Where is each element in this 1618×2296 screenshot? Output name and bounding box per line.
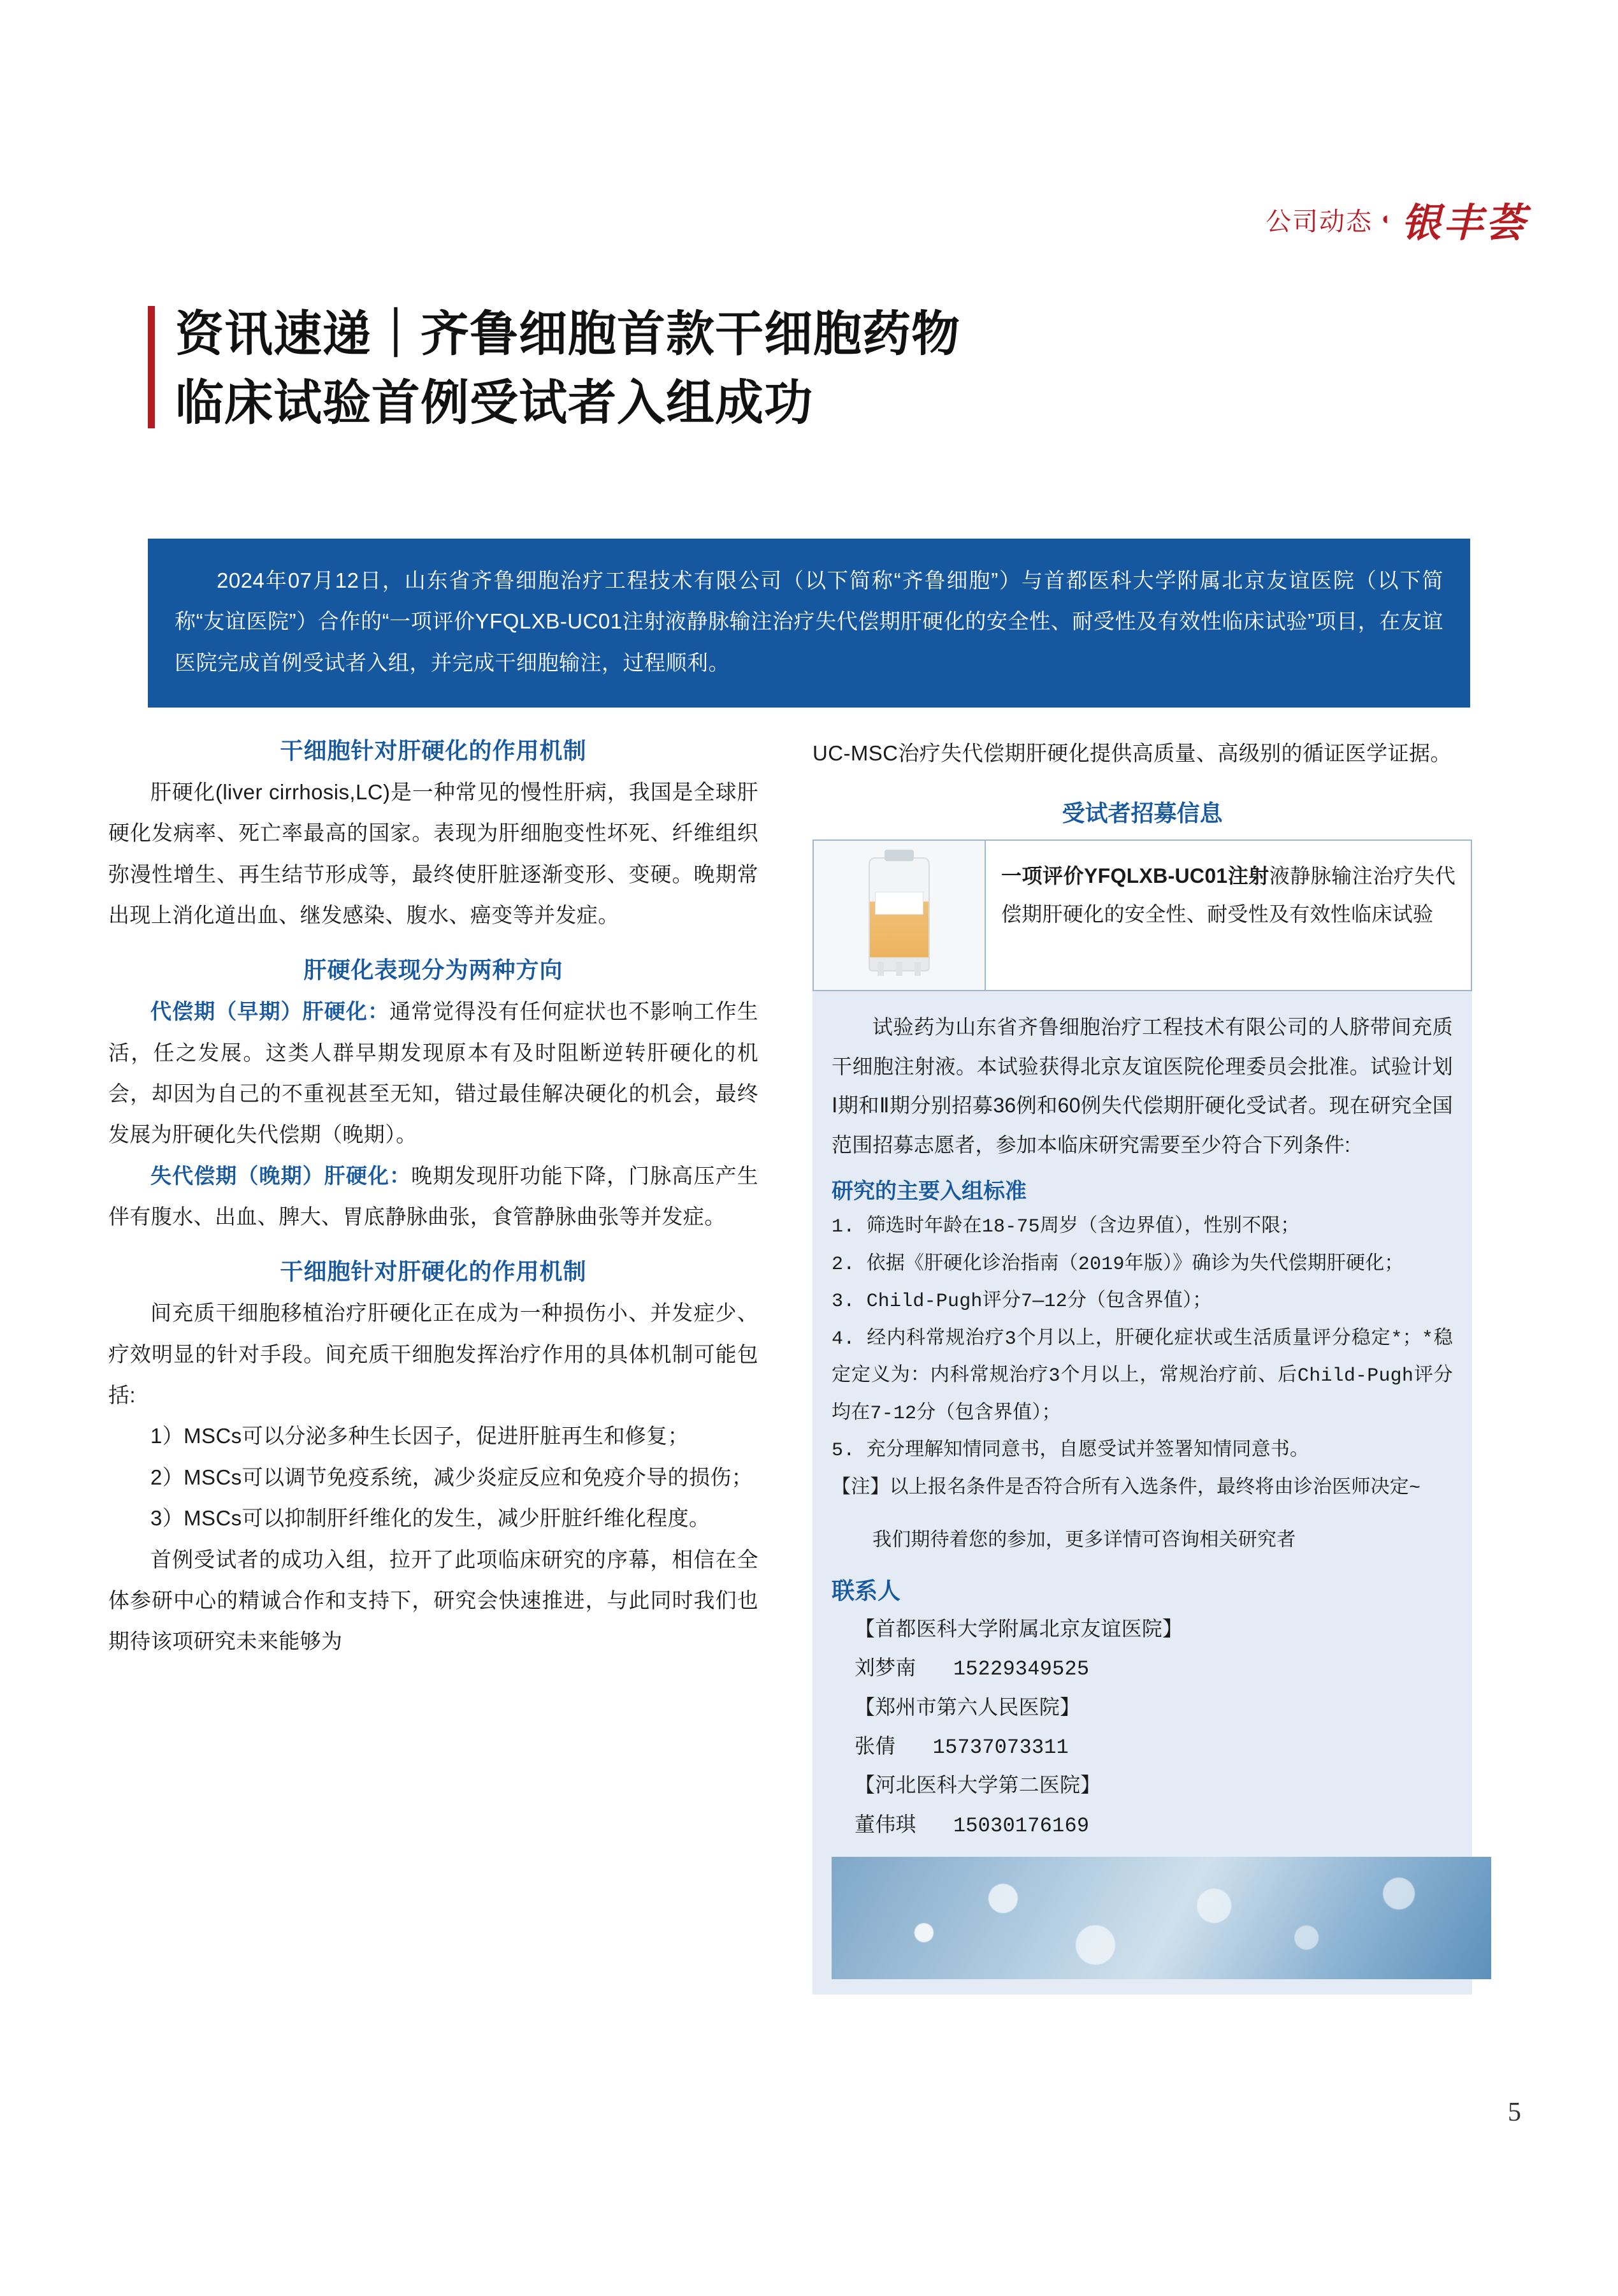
section-heading-mechanism-1: 干细胞针对肝硬化的作用机制 (280, 737, 587, 764)
paragraph-msc-point-2: 2）MSCs可以调节免疫系统，减少炎症反应和免疫介导的损伤； (150, 1465, 753, 1489)
vial-legs-icon (870, 962, 928, 976)
paragraph-invitation: 我们期待着您的参加，更多详情可咨询相关研究者 (872, 1530, 1296, 1553)
criteria-item: 5. 充分理解知情同意书，自愿受试并签署知情同意书。 (832, 1440, 1310, 1462)
header-separator-icon: ◐ (1382, 208, 1392, 228)
page-title-line1: 资讯速递｜齐鲁细胞首款干细胞药物 (175, 305, 960, 362)
vial-label-icon (875, 892, 923, 915)
product-trial-name-rest: 液静脉输注治疗失代偿期肝硬化的安全性、耐受性及有效性临床试验 (1001, 864, 1456, 926)
right-column (813, 733, 1472, 1994)
contact-org: 【河北医科大学第二医院】 (855, 1775, 1101, 1799)
contact-phone: 15030176169 (953, 1813, 1090, 1838)
paragraph-msc-point-3: 3）MSCs可以抑制肝纤维化的发生，减少肝脏纤维化程度。 (150, 1506, 711, 1530)
criteria-item: 4. 经内科常规治疗3个月以上，肝硬化症状或生活质量评分稳定*；*稳定定义为：内科常规治疗3个月以上，常规治疗前、后Child-Pugh评分均在7-12分（包含界值）； (832, 1328, 1453, 1425)
contact-name: 张倩 (855, 1736, 896, 1759)
article-title (148, 300, 1422, 437)
criteria-item: 2. 依据《肝硬化诊治指南（2019年版）》确诊为失代偿期肝硬化； (832, 1253, 1404, 1275)
paragraph-continuation: UC-MSC治疗失代偿期肝硬化提供高质量、高级别的循证医学证据。 (813, 741, 1452, 765)
criteria-item: 3. Child-Pugh评分7—12分（包含界值）； (832, 1291, 1212, 1313)
vial-cap-icon (885, 850, 914, 861)
contact-phone: 15737073311 (932, 1736, 1069, 1759)
contact-person (832, 1806, 1453, 1845)
section-heading-recruitment: 受试者招募信息 (1062, 800, 1223, 827)
paragraph-msc-intro: 间充质干细胞移植治疗肝硬化正在成为一种损伤小、并发症少、疗效明显的针对手段。间充质干细胞发挥治疗作用的具体机制可能包括: (108, 1301, 758, 1407)
product-trial-name (986, 841, 1471, 990)
recruitment-panel (813, 991, 1472, 1994)
label-decompensated: 失代偿期（晚期）肝硬化： (150, 1163, 412, 1188)
brand-logo: 银丰荟 (1401, 202, 1528, 245)
contact-person (832, 1650, 1453, 1689)
heading-contacts: 联系人 (832, 1577, 901, 1604)
text-decompensated: 晚期发现肝功能下降，门脉高压产生伴有腹水、出血、脾大、胃底静脉曲张，食管静脉曲张等并发症。 (108, 1163, 758, 1229)
title-accent-bar (148, 306, 155, 428)
contact-org: 【郑州市第六人民医院】 (855, 1696, 1081, 1720)
paragraph-cirrhosis-intro: 肝硬化(liver cirrhosis,LC)是一种常见的慢性肝病，我国是全球肝硬化发病率、死亡率最高的国家。表现为肝细胞变性坏死、纤维组织弥漫性增生、再生结节形成等，最终使肝脏逐渐变形、变硬。晚期常出现上消化道出血、继发感染、腹水、癌变等并发症。 (108, 780, 758, 927)
criteria-item: 1. 筛选时年龄在18-75周岁（含边界值），性别不限； (832, 1216, 1300, 1239)
contact-name: 刘梦南 (855, 1657, 916, 1682)
section-heading-two-directions: 肝硬化表现分为两种方向 (303, 957, 563, 984)
page-number: 5 (1508, 2098, 1521, 2127)
lead-paragraph-text: 2024年07月12日，山东省齐鲁细胞治疗工程技术有限公司（以下简称“齐鲁细胞”）与首都医科大学附属北京友谊医院（以下简称“友谊医院”）合作的“一项评价YFQLXB-UC01注射液静脉输注治疗失代偿期肝硬化的安全性、耐受性及有效性临床试验”项目，在友谊医院完成首例受试者入组，并完成干细胞输注，过程顺利。 (175, 569, 1443, 674)
paragraph-msc-point-1: 1）MSCs可以分泌多种生长因子，促进肝脏再生和修复； (150, 1424, 689, 1448)
bubbles-dna-photo (832, 1857, 1491, 1979)
heading-inclusion-criteria: 研究的主要入组标准 (832, 1179, 1027, 1204)
contact-name: 董伟琪 (855, 1813, 916, 1838)
paragraph-compensated (108, 991, 758, 1155)
paragraph-trial-drug: 试验药为山东省齐鲁细胞治疗工程技术有限公司的人脐带间充质干细胞注射液。本试验获得北京友谊医院伦理委员会批准。试验计划Ⅰ期和Ⅱ期分别招募36例和60例失代偿期肝硬化受试者。现在研究全国范围招募志愿者，参加本临床研究需要至少符合下列条件: (832, 1015, 1453, 1156)
lead-paragraph-box (148, 539, 1470, 708)
vial-photo-icon (814, 841, 986, 990)
contact-person (832, 1728, 1453, 1767)
text-compensated: 通常觉得没有任何症状也不影响工作生活，任之发展。这类人群早期发现原本有及时阻断逆转肝硬化的机会，却因为自己的不重视甚至无知，错过最佳解决硬化的机会，最终发展为肝硬化失代偿期（晚期）。 (108, 999, 758, 1147)
contact-org: 【首都医科大学附属北京友谊医院】 (855, 1618, 1183, 1642)
header-category: 公司动态 (1266, 207, 1373, 236)
label-compensated: 代偿期（早期）肝硬化： (150, 999, 390, 1024)
paragraph-decompensated (108, 1156, 758, 1238)
section-heading-mechanism-2: 干细胞针对肝硬化的作用机制 (280, 1258, 587, 1285)
page-title-line2: 临床试验首例受试者入组成功 (175, 374, 813, 431)
contact-phone: 15229349525 (953, 1657, 1090, 1682)
product-info-box (813, 839, 1472, 991)
criteria-note: 【注】以上报名条件是否符合所有入选条件，最终将由诊治医师决定~ (832, 1477, 1421, 1499)
vial-body-icon (869, 857, 930, 971)
paragraph-enrollment-significance: 首例受试者的成功入组，拉开了此项临床研究的序幕，相信在全体参研中心的精诚合作和支持下，研究会快速推进，与此同时我们也期待该项研究未来能够为 (108, 1547, 758, 1653)
product-trial-name-bold: 一项评价YFQLXB-UC01注射 (1001, 864, 1269, 888)
left-column (108, 733, 758, 1662)
page-header (1266, 191, 1528, 248)
